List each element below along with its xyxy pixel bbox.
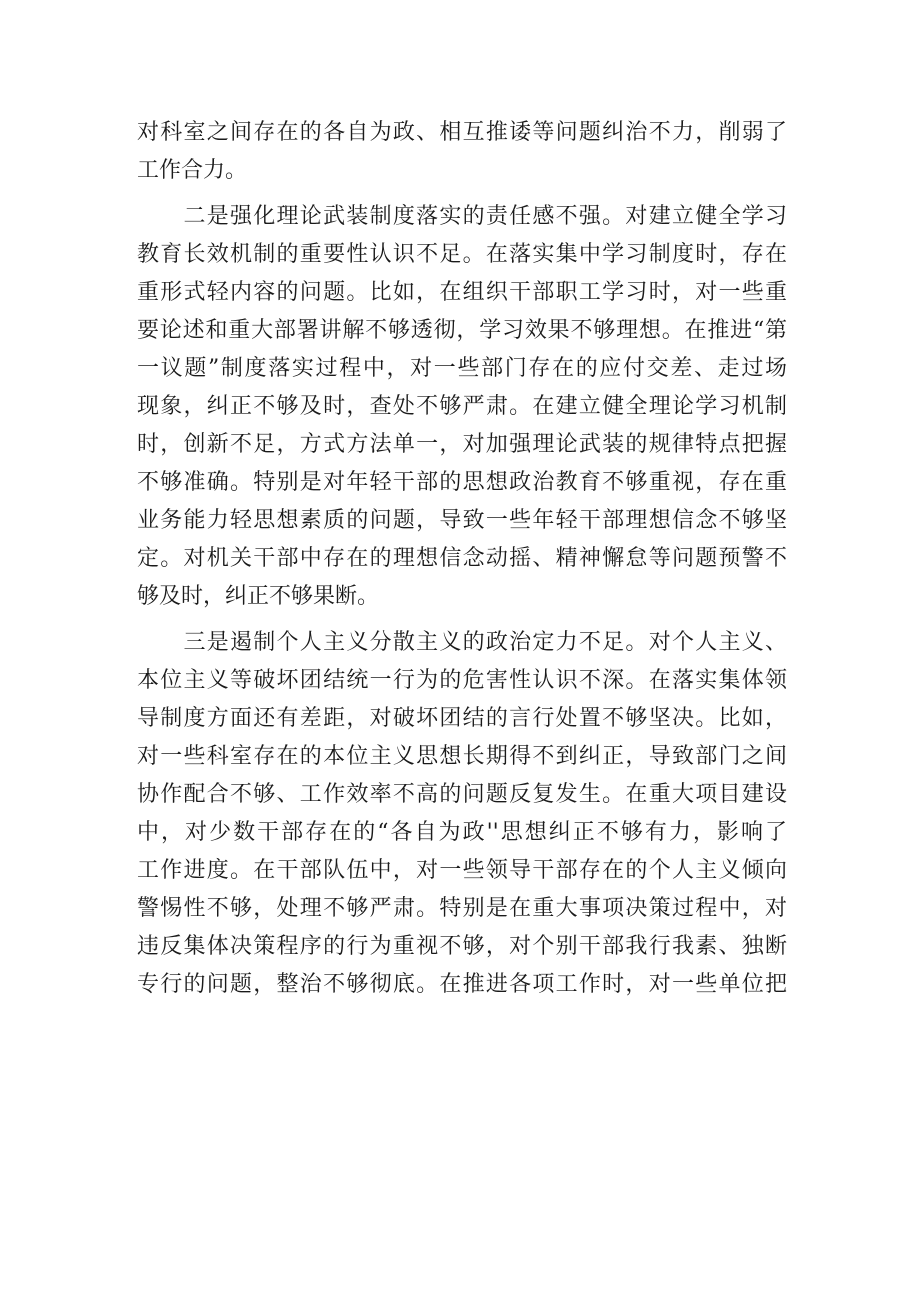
text-line: 导制度方面还有差距，对破坏团结的言行处置不够坚决。比如， (137, 706, 787, 731)
paragraph-spacer (137, 616, 787, 624)
text-line: 中，对少数干部存在的“各自为政''思想纠正不够有力，影响了 (137, 820, 787, 845)
paragraph-1 (137, 114, 787, 190)
text-line: 警惕性不够，处理不够严肃。特别是在重大事项决策过程中，对 (137, 896, 787, 921)
text-line: 对一些科室存在的本位主义思想长期得不到纠正，导致部门之间 (137, 744, 787, 769)
paragraph-2 (137, 198, 787, 616)
text-line: 工作进度。在干部队伍中，对一些领导干部存在的个人主义倾向 (137, 858, 787, 883)
text-line: 时，创新不足，方式方法单一，对加强理论武装的规律特点把握 (137, 432, 787, 457)
text-line: 专行的问题，整治不够彻底。在推进各项工作时，对一些单位把 (137, 972, 787, 997)
text-line: 二是强化理论武装制度落实的责任感不强。对建立健全学习 (137, 204, 787, 229)
text-line: 对科室之间存在的各自为政、相互推诿等问题纠治不力，削弱了 (137, 120, 787, 145)
paragraph-3 (137, 624, 787, 1004)
paragraph-spacer (137, 190, 787, 198)
text-line: 不够准确。特别是对年轻干部的思想政治教育不够重视，存在重 (137, 470, 787, 495)
text-line: 教育长效机制的重要性认识不足。在落实集中学习制度时，存在 (137, 242, 787, 267)
text-line: 本位主义等破坏团结统一行为的危害性认识不深。在落实集体领 (137, 668, 787, 693)
text-line: 定。对机关干部中存在的理想信念动摇、精神懈怠等问题预警不 (137, 546, 787, 571)
text-line: 要论述和重大部署讲解不够透彻，学习效果不够理想。在推进“第 (137, 318, 787, 343)
document-body (137, 114, 787, 1004)
text-line: 够及时，纠正不够果断。 (137, 584, 380, 609)
text-line: 一议题”制度落实过程中，对一些部门存在的应付交差、走过场 (137, 356, 787, 381)
text-line: 三是遏制个人主义分散主义的政治定力不足。对个人主义、 (137, 630, 787, 655)
text-line: 业务能力轻思想素质的问题，导致一些年轻干部理想信念不够坚 (137, 508, 787, 533)
text-line: 现象，纠正不够及时，查处不够严肃。在建立健全理论学习机制 (137, 394, 787, 419)
text-line: 工作合力。 (137, 158, 248, 183)
text-line: 重形式轻内容的问题。比如，在组织干部职工学习时，对一些重 (137, 280, 787, 305)
text-line: 违反集体决策程序的行为重视不够，对个别干部我行我素、独断 (137, 934, 787, 959)
text-line: 协作配合不够、工作效率不高的问题反复发生。在重大项目建设 (137, 782, 787, 807)
